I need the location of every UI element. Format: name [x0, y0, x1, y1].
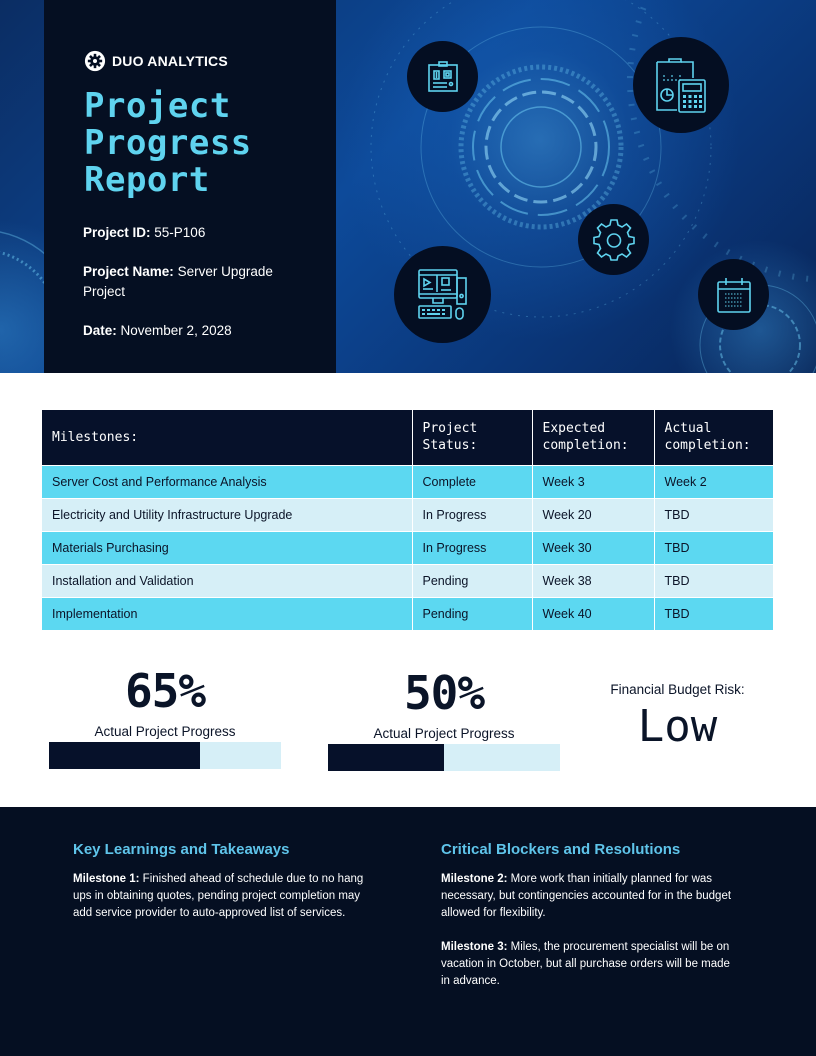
table-row [42, 498, 773, 531]
note-item [441, 939, 741, 990]
clipboard-calculator-icon [653, 56, 709, 114]
progress-bar-2 [328, 744, 560, 771]
gear-icon [592, 218, 636, 262]
header-expected-completion [532, 410, 654, 465]
cell-milestone: Implementation [42, 597, 412, 630]
progress-bar-fill [328, 744, 444, 771]
table-row [42, 465, 773, 498]
gear-icon [84, 50, 106, 72]
cell-milestone: Installation and Validation [42, 564, 412, 597]
title-line: Report [84, 160, 210, 200]
cell-status: Pending [412, 564, 532, 597]
progress-stat-1 [49, 666, 281, 739]
hero-banner [0, 0, 816, 373]
header-label: Expected [542, 421, 606, 437]
page-title [84, 88, 334, 199]
progress-stat-2 [328, 668, 560, 741]
circuit-board-icon-badge [407, 41, 478, 112]
cell-status: In Progress [412, 531, 532, 564]
title-line: Project [84, 86, 231, 126]
header-label: Status: [422, 438, 478, 454]
note-text: Miles, the procurement specialist will be on vacation in October, but all purchase orders will be made in advance. [441, 941, 730, 987]
milestones-table [42, 410, 773, 630]
table-header-row [42, 410, 773, 465]
table-row [42, 531, 773, 564]
header-label: completion: [664, 438, 751, 454]
progress-value: 65% [124, 664, 206, 718]
cell-status: Pending [412, 597, 532, 630]
table-row [42, 564, 773, 597]
cell-expected: Week 20 [532, 498, 654, 531]
note-text: More work than initially planned for was necessary, but contingencies accounted for in the budget allowed for flexibility. [441, 873, 732, 919]
cell-actual: Week 2 [654, 465, 773, 498]
header-label: completion: [542, 438, 629, 454]
progress-bar-fill [49, 742, 200, 769]
header-project-status [412, 410, 532, 465]
cell-expected: Week 3 [532, 465, 654, 498]
cell-milestone: Materials Purchasing [42, 531, 412, 564]
key-learnings-heading: Key Learnings and Takeaways [73, 841, 290, 858]
critical-blockers-heading: Critical Blockers and Resolutions [441, 841, 681, 858]
project-name-value: Server Upgrade Project [83, 264, 273, 299]
progress-bar-1 [49, 742, 281, 769]
budget-risk-value: Low [637, 701, 718, 752]
date-value: November 2, 2028 [120, 323, 232, 338]
critical-blockers-section [441, 841, 741, 1007]
cell-actual: TBD [654, 597, 773, 630]
circuit-board-icon [426, 60, 460, 94]
cell-actual: TBD [654, 531, 773, 564]
cell-status: Complete [412, 465, 532, 498]
progress-value: 50% [403, 666, 485, 720]
note-label: Milestone 3: [441, 941, 508, 953]
cell-expected: Week 30 [532, 531, 654, 564]
cell-actual: TBD [654, 564, 773, 597]
header-label: Actual [664, 421, 712, 437]
project-id-label: Project ID: [83, 225, 151, 240]
note-item [441, 871, 741, 922]
project-id [83, 223, 273, 243]
project-name-label: Project Name: [83, 264, 174, 279]
progress-label: Actual Project Progress [373, 726, 515, 741]
cell-expected: Week 38 [532, 564, 654, 597]
cell-milestone: Server Cost and Performance Analysis [42, 465, 412, 498]
gear-icon-badge [578, 204, 649, 275]
table-row [42, 597, 773, 630]
header-label: Project [422, 421, 478, 437]
cell-status: In Progress [412, 498, 532, 531]
computer-workstation-icon [417, 268, 469, 322]
note-label: Milestone 1: [73, 873, 140, 885]
header-actual-completion [654, 410, 773, 465]
budget-risk-label: Financial Budget Risk: [610, 682, 745, 697]
project-id-value: 55-P106 [154, 225, 206, 240]
progress-label: Actual Project Progress [94, 724, 236, 739]
calendar-icon-badge [698, 259, 769, 330]
note-item [73, 871, 373, 922]
brand [84, 50, 228, 72]
note-label: Milestone 2: [441, 873, 508, 885]
hero-info-panel [44, 0, 336, 373]
note-text: Finished ahead of schedule due to no hang ups in obtaining quotes, pending project completion may add service provider to auto-approved list of services. [73, 873, 364, 919]
header-label: Milestones: [52, 429, 139, 445]
calendar-icon [716, 276, 752, 314]
date-label: Date: [83, 323, 117, 338]
cell-actual: TBD [654, 498, 773, 531]
report-date [83, 321, 273, 341]
brand-name: DUO ANALYTICS [112, 53, 228, 69]
clipboard-calculator-icon-badge [633, 37, 729, 133]
computer-workstation-icon-badge [394, 246, 491, 343]
key-learnings-section [73, 841, 373, 939]
footer-notes [0, 807, 816, 1056]
cell-expected: Week 40 [532, 597, 654, 630]
header-milestones [42, 410, 412, 465]
title-line: Progress [84, 123, 252, 163]
project-name [83, 262, 273, 302]
cell-milestone: Electricity and Utility Infrastructure Upgrade [42, 498, 412, 531]
